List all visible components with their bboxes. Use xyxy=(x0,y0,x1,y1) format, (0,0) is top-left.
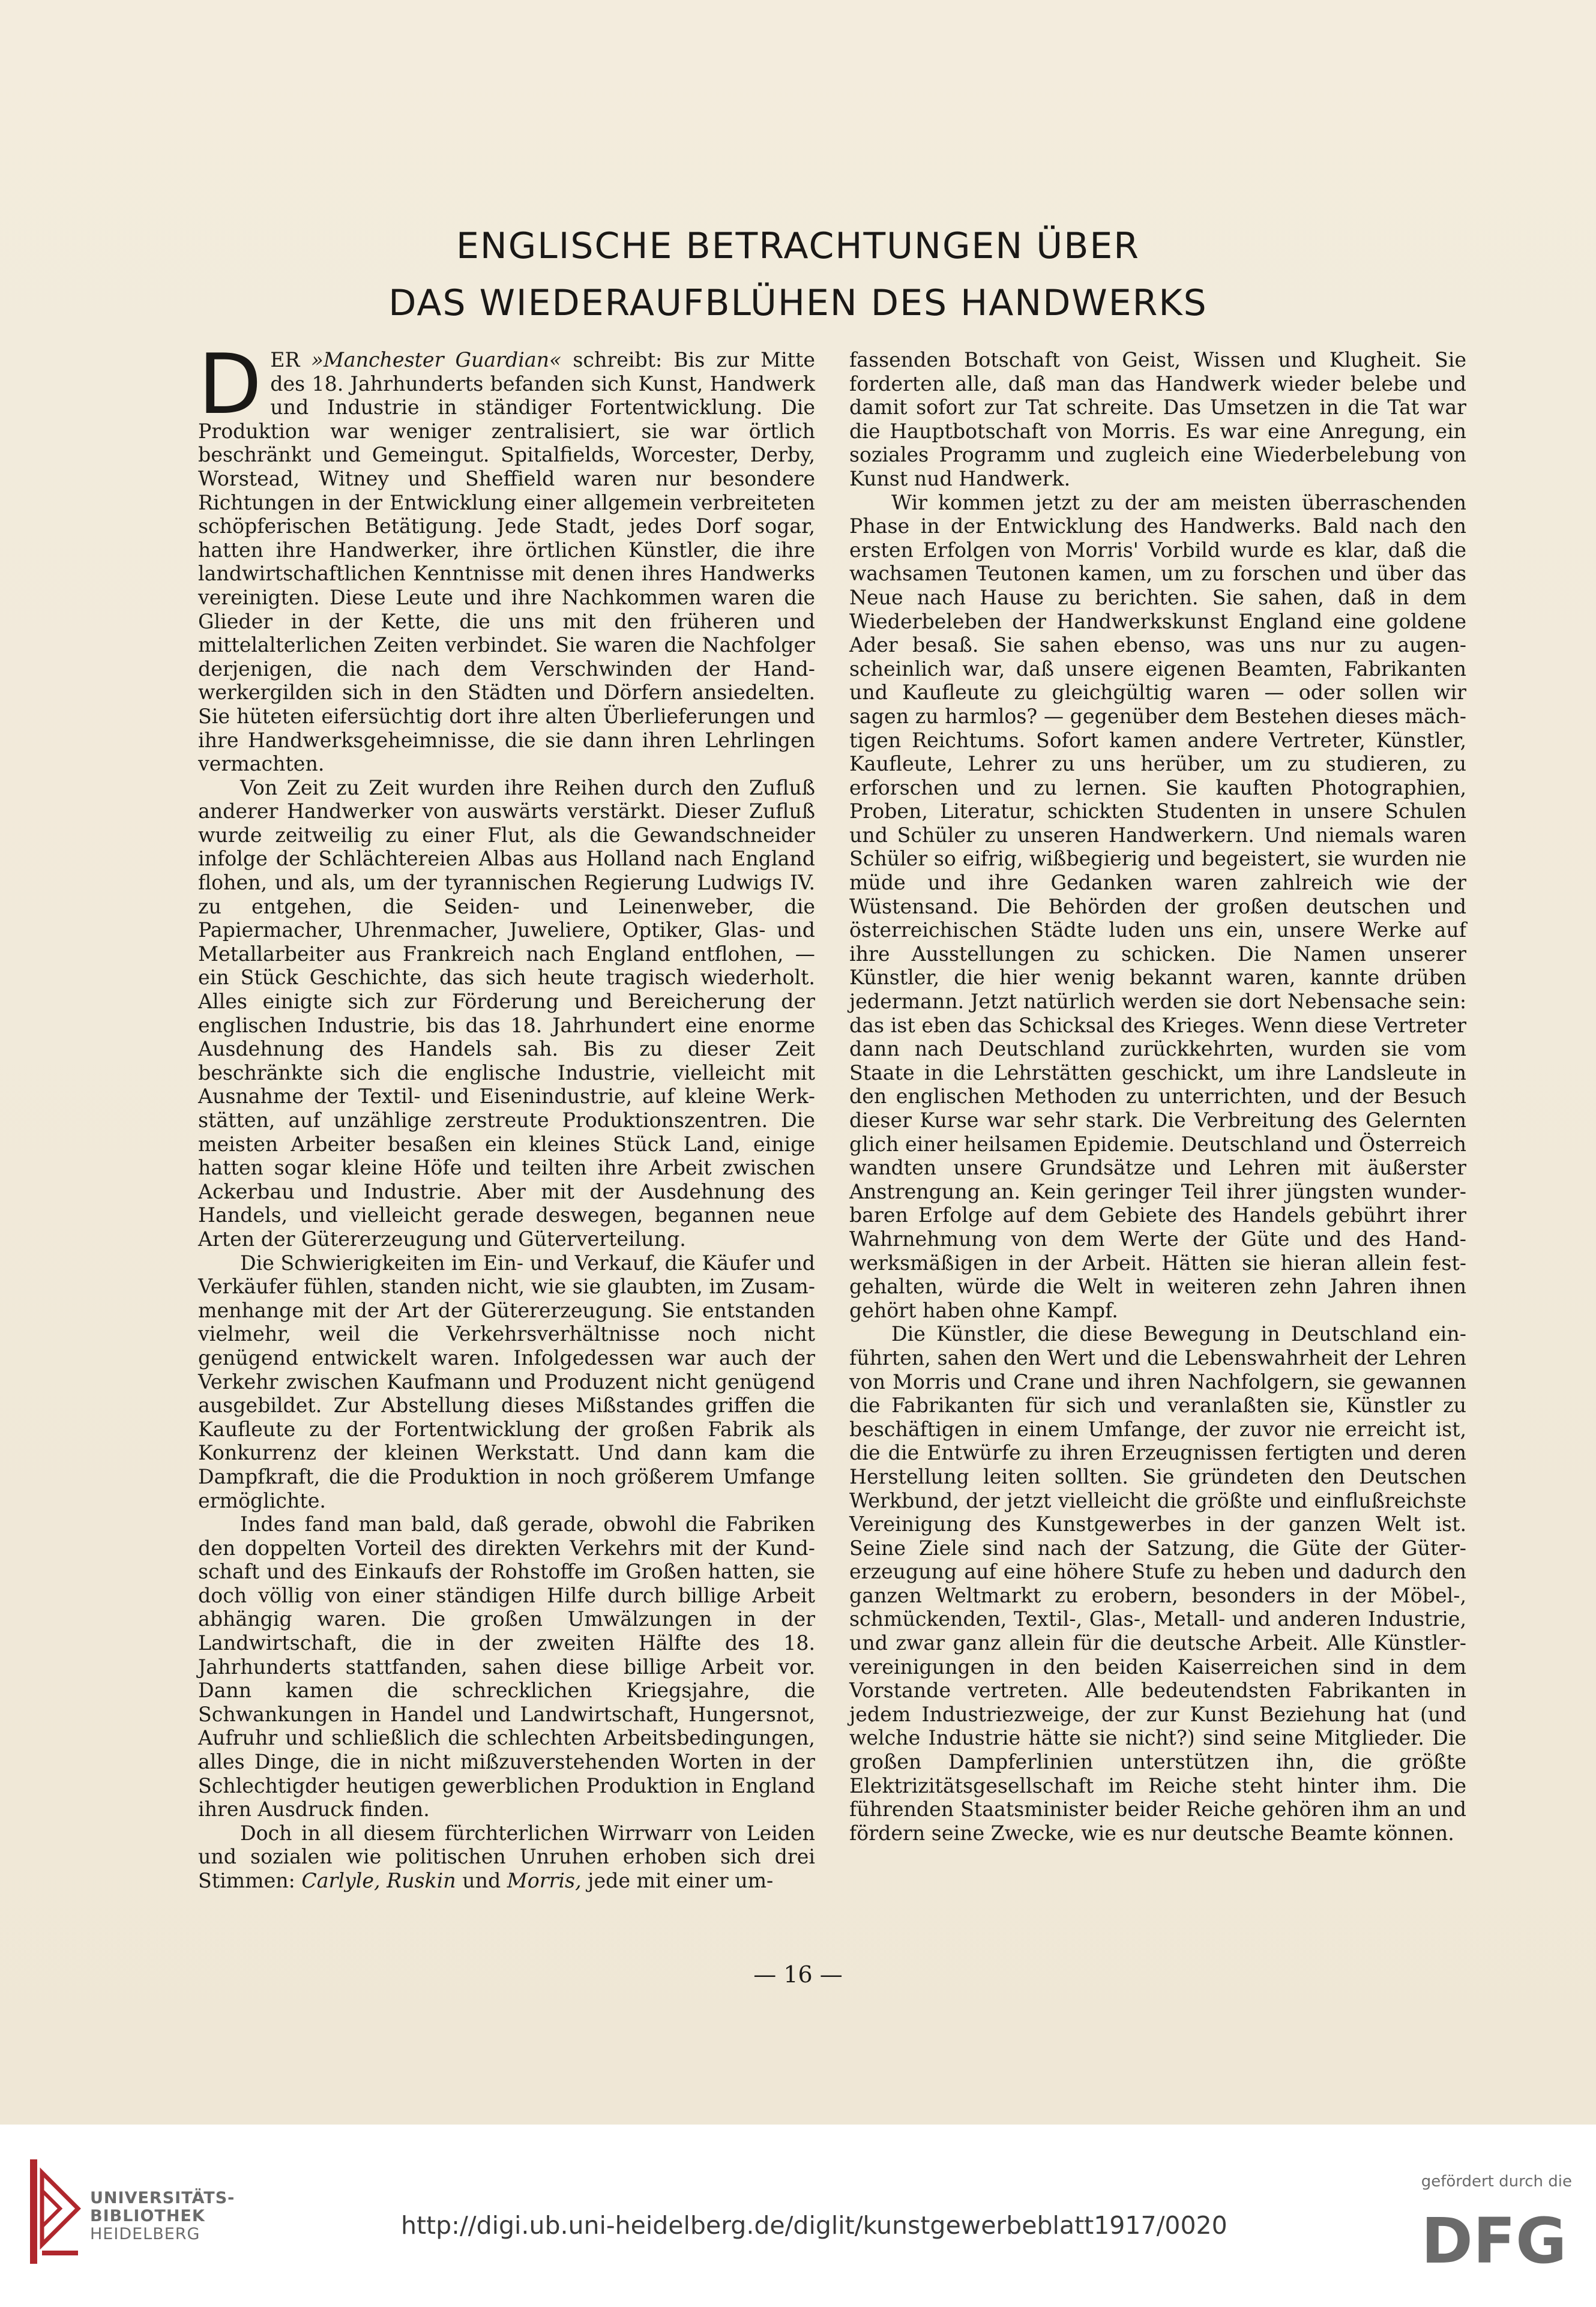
article-title-line-1: ENGLISCHE BETRACHTUNGEN ÜBER xyxy=(456,225,1140,267)
dfg-logo-icon xyxy=(1416,2210,1572,2270)
right-column xyxy=(849,348,1466,1845)
left-paragraph-5-und: und xyxy=(456,1869,507,1892)
left-paragraph-1 xyxy=(198,336,815,776)
left-paragraph-2: Von Zeit zu Zeit wurden ihre Reihen durch den Zufluß anderer Handwerker von auswärts verstärkt. Dieser Zufluß wurde zeitweilig zu einer Flut, als die Gewandschneider infolge der Schlächtereien Albas aus Holland nach England flohen, und als, um der tyrannischen Regierung Ludwigs IV. zu entgehen, die Seiden- und Leinenweber, die Papiermacher, Uhrenmacher, Juweliere, Optiker, Glas- und Metallarbeiter aus Frankreich nach England entflohen, — ein Stück Geschichte, das sich heute tragisch wiederholt. Alles einigte sich zur Förderung und Bereicherung der englischen Industrie, bis das 18. Jahrhundert eine enorme Ausdehnung des Handels sah. Bis zu dieser Zeit beschränkte sich die englische Industrie, vielleicht mit Ausnahme der Textil- und Eisenindustrie, auf kleine Werkstätten, auf unzählige zerstreute Produktionszentren. Die meisten Arbeiter besaßen ein kleines Stück Land, einige hatten sogar kleine Höfe und teilten ihre Arbeit zwischen Ackerbau und Industrie. Aber mit der Ausdehnung des Handels, und vielleicht gerade deswegen, begannen neue Arten der Gütererzeugung und Güterverteilung. xyxy=(198,775,815,1251)
names-carlyle-ruskin: Carlyle, Ruskin xyxy=(301,1869,456,1892)
article-title-line-2: DAS WIEDERAUFBLÜHEN DES HANDWERKS xyxy=(388,282,1208,324)
left-column xyxy=(198,336,815,1893)
right-paragraph-2: Wir kommen jetzt zu der am meisten überraschenden Phase in der Entwicklung des Handwerks. Bald nach den ersten Erfolgen von Morris' Vorbild wurde es klar, daß die wachsamen Teutonen kamen, um zu forschen und über das Neue nach Hause zu berichten. Sie sahen, daß in dem Wiederbeleben der Handwerkskunst England eine goldene Ader besaß. Sie sahen ebenso, was uns nur zu augenscheinlich war, daß unsere eigenen Beamten, Fabrikanten und Kaufleute zu gleichgültig waren — oder sollen wir sagen zu harmlos? — gegenüber dem Bestehen dieses mächtigen Reichtums. Sofort kamen andere Vertreter, Künstler, Kaufleute, Lehrer zu uns herüber, um zu studieren, zu erforschen und zu lernen. Sie kauften Photographien, Proben, Literatur, schickten Studenten in unsere Schulen und Schüler zu unseren Handwerkern. Und niemals waren Schüler so eifrig, wißbegierig und begeistert, sie wurden nie müde und ihre Gedanken waren zahlreich wie der Wüstensand. Die Behörden der großen deutschen und österreichischen Städte luden uns ein, unsere Werke auf ihre Ausstellungen zu schicken. Die Namen unserer Künstler, die hier wenig bekannt waren, kannte drüben jedermann. Jetzt natürlich werden sie dort Nebensache sein: das ist eben das Schicksal des Krieges. Wenn diese Vertreter dann nach Deutschland zurückkehrten, wurden sie vom Staate in die Lehrstätten geschickt, um ihre Landsleute in den englischen Methoden zu unterrichten, und der Besuch dieser Kurse war sehr stark. Die Verbreitung des Gelernten glich einer heilsamen Epidemie. Deutschland und Österreich wandten unsere Grundsätze und Lehren mit äußerster Anstrengung an. Kein geringer Teil ihrer jüngsten wunderbaren Erfolge auf dem Gebiete des Handels gebührt ihrer Wahrnehmung von dem Werte der Güte und des Handwerksmäßigen in der Arbeit. Hätten sie hieran allein festgehalten, würde die Welt in weiteren zehn Jahren ihnen gehört haben ohne Kampf. xyxy=(849,490,1466,1322)
left-paragraph-5 xyxy=(198,1821,815,1893)
left-paragraph-1-text: schreibt: Bis zur Mitte des 18. Jahrhunderts befanden sich Kunst, Handwerk und Industrie in ständiger Fortentwicklung. Die Produktion war weniger zentralisiert, sie war örtlich beschränkt und Gemeingut. Spitalfields, Worcester, Derby, Worstead, Witney und Sheffield waren nur besondere Richtungen in der Entwicklung einer allgemein verbreiteten schöpferischen Betätigung. Jede Stadt, jedes Dorf sogar, hatten ihre Handwerker, ihre örtlichen Künstler, die ihre landwirtschaftlichen Kenntnisse mit denen ihres Handwerks vereinigten. Diese Leute und ihre Nachkommen waren die Glieder in der Kette, die uns mit den früheren und mittelalterlichen Zeiten verbindet. Sie waren die Nachfolger derjenigen, die nach dem Verschwinden der Handwerkergilden sich in den Städten und Dörfern ansiedelten. Sie hüteten eifersüchtig dort ihre alten Überlieferungen und ihre Handwerksgeheimnisse, die sie dann ihren Lehrlingen vermachten. xyxy=(198,348,815,776)
left-paragraph-3: Die Schwierigkeiten im Ein- und Verkauf, die Käufer und Verkäufer fühlen, standen nicht, wie sie glaubten, im Zusammenhange mit der Art der Gütererzeugung. Sie entstanden vielmehr, weil die Verkehrsverhältnisse noch nicht genügend entwickelt waren. Infolgedessen war auch der Verkehr zwischen Kaufmann und Produzent nicht genügend ausgebildet. Zur Abstellung dieses Mißstandes griffen die Kaufleute zu der Fortentwicklung der großen Fabrik als Konkurrenz der kleinen Werkstatt. Und dann kam die Dampfkraft, die die Produktion in noch größerem Umfange ermöglichte. xyxy=(198,1251,815,1512)
drop-cap: D xyxy=(198,336,262,433)
newspaper-title: »Manchester Guardian« xyxy=(311,348,562,371)
left-paragraph-5-text-a: Doch in all diesem fürchterlichen Wirrwarr von Leiden und sozialen wie politischen Unruhen erhoben sich drei Stimmen: xyxy=(198,1821,815,1892)
dfg-logo-text: DFG xyxy=(1421,2210,1567,2270)
name-morris: Morris, xyxy=(507,1869,582,1892)
digitization-footer xyxy=(0,2125,1596,2307)
page-number: — 16 — xyxy=(753,1961,843,1988)
library-name xyxy=(90,2189,235,2243)
permalink-url[interactable]: http://digi.ub.uni-heidelberg.de/diglit/kunstgewerbeblatt1917/0020 xyxy=(401,2211,1227,2240)
ub-heidelberg-logo-icon xyxy=(24,2155,84,2269)
library-name-line-3: HEIDELBERG xyxy=(90,2225,200,2243)
right-paragraph-3: Die Künstler, die diese Bewegung in Deutschland einführten, sahen den Wert und die Lebenswahrheit der Lehren von Morris und Crane und ihren Nachfolgern, sie gewannen die Fabrikanten für sich und veranlaßten sie, Künstler zu beschäftigen in einem Umfange, der zuvor nie erreicht ist, die die Entwürfe zu ihren Erzeugnissen fertigten und deren Herstellung leiten sollten. Sie gründeten den Deutschen Werkbund, der jetzt vielleicht die größte und einflußreichste Vereinigung des Kunstgewerbes in der ganzen Welt ist. Seine Ziele sind nach der Satzung, die Güte der Gütererzeugung auf eine höhere Stufe zu heben und dadurch den ganzen Weltmarkt zu erobern, besonders in der Möbel-, schmückenden, Textil-, Glas-, Metall- und anderen Industrie, und zwar ganz allein für die deutsche Arbeit. Alle Künstlervereinigungen in den beiden Kaiserreichen sind in dem Vorstande vertreten. Alle bedeutendsten Fabrikanten in jedem Industriezweige, der zur Kunst Beziehung hat (und welche Industrie hätte sie nicht?) sind seine Mitglieder. Die großen Dampferlinien unterstützen ihn, die größte Elektrizitätsgesellschaft im Reiche steht hinter ihm. Die führenden Staatsminister beider Reiche gehören ihm an und fördern seine Zwecke, wie es nur deutsche Beamte können. xyxy=(849,1322,1466,1845)
library-name-line-2: BIBLIOTHEK xyxy=(90,2207,205,2225)
library-name-line-1: UNIVERSITÄTS- xyxy=(90,2189,235,2207)
drop-cap-continuation: ER xyxy=(270,348,300,371)
right-paragraph-1: fassenden Botschaft von Geist, Wissen und Klugheit. Sie forderten alle, daß man das Handwerk wieder belebe und damit sofort zur Tat schreite. Das Umsetzen in die Tat war die Hauptbotschaft von Morris. Es war eine Anregung, ein soziales Programm und zugleich eine Wiederbelebung von Kunst nud Handwerk. xyxy=(849,348,1466,490)
left-paragraph-4: Indes fand man bald, daß gerade, obwohl die Fabriken den doppelten Vorteil des direkten Verkehrs mit der Kundschaft und des Einkaufs der Rohstoffe im Großen hatten, sie doch völlig von einer ständigen Hilfe durch billige Arbeit abhängig waren. Die großen Umwälzungen in der Landwirtschaft, die in der zweiten Hälfte des 18. Jahrhunderts stattfanden, sahen diese billige Arbeit vor. Dann kamen die schrecklichen Kriegsjahre, die Schwankungen in Handel und Landwirtschaft, Hungersnot, Aufruhr und schließlich die schlechten Arbeitsbedingungen, alles Dinge, die in nicht mißzuverstehenden Worten in der Schlechtigder heutigen gewerblichen Produktion in England ihren Ausdruck finden. xyxy=(198,1512,815,1821)
left-paragraph-5-text-b: jede mit einer um- xyxy=(581,1869,774,1892)
funded-by-label: gefördert durch die xyxy=(1421,2173,1572,2191)
